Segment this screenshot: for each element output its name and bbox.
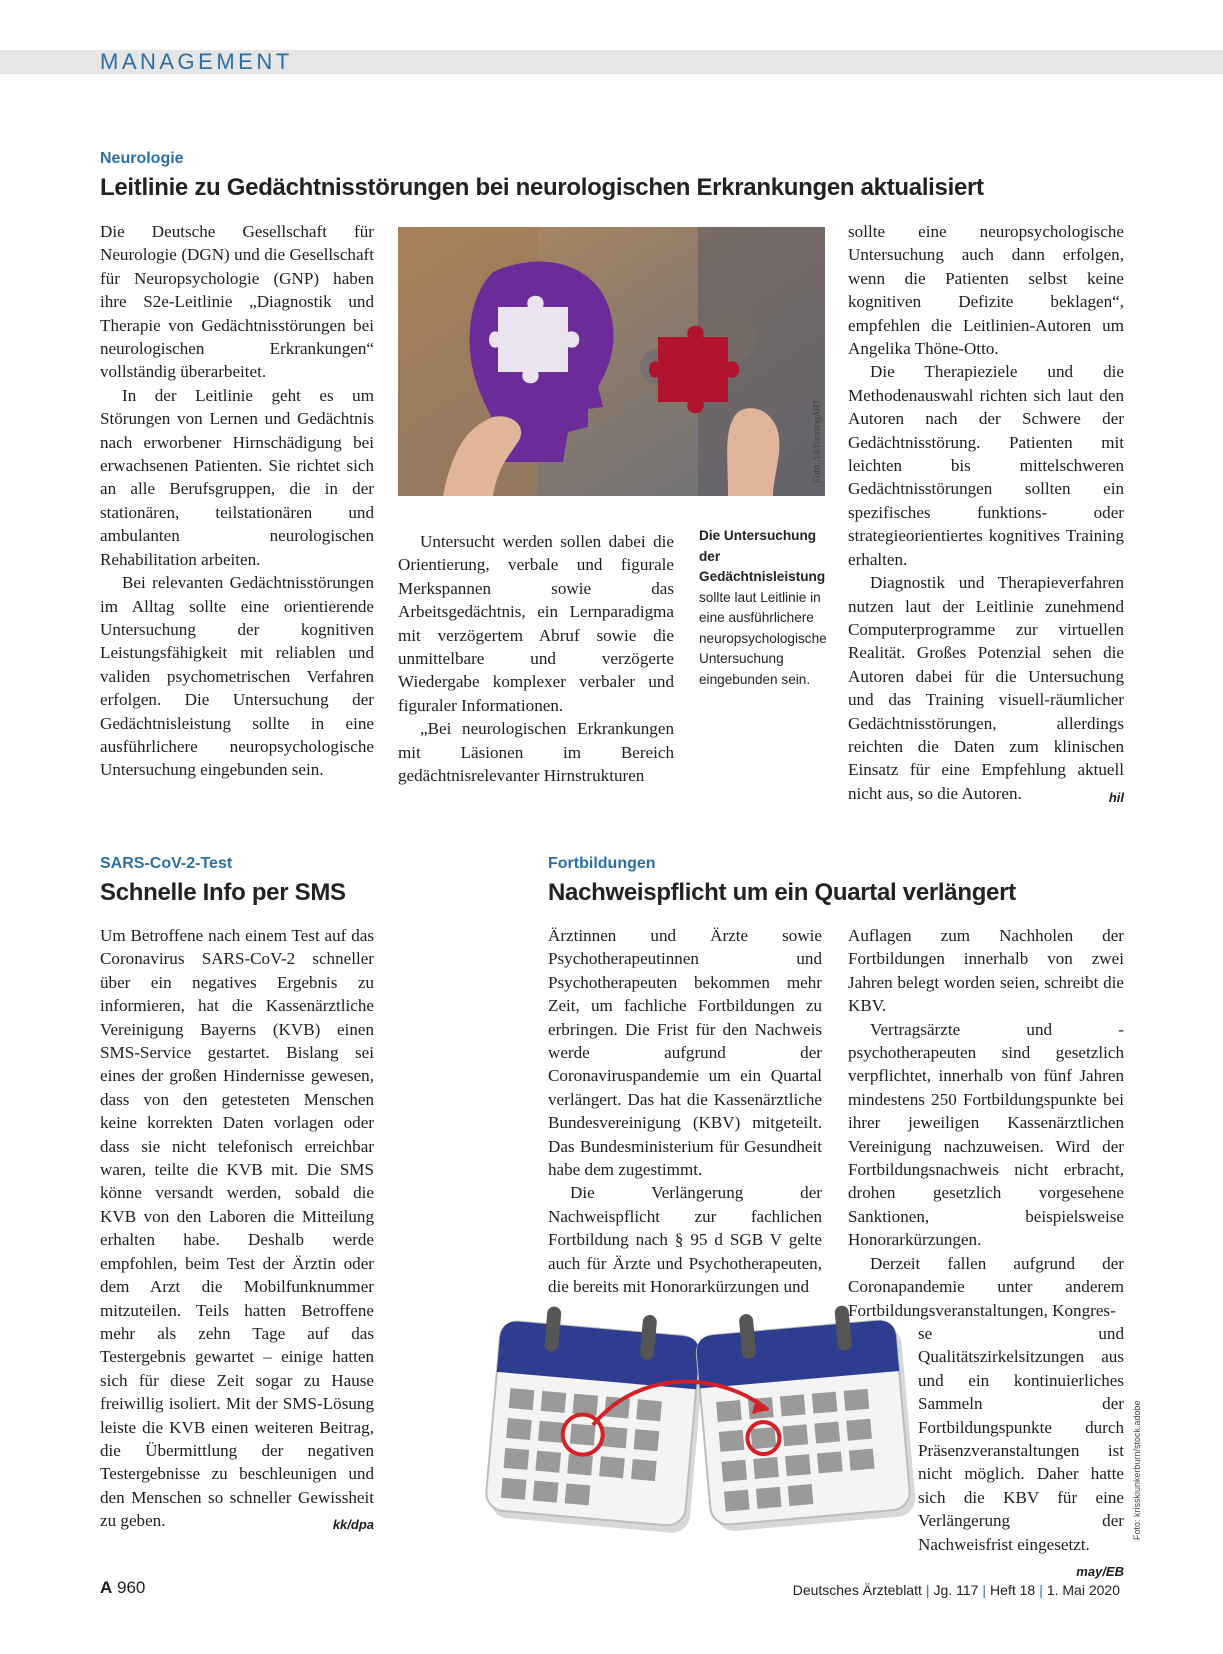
journal-name: Deutsches Ärzteblatt bbox=[792, 1582, 922, 1598]
paragraph: Ärztinnen und Ärzte sowie Psychotherapeutinnen und Psychotherapeuten bekommen mehr Zeit, um fachliche Fortbildungen zu erbringen. Die Frist für den Nachweis werde aufgrund der Coronaviruspandemie um ein Quartal verlängert. Das hat die Kassenärztliche Bundesvereinigung (KBV) mitgeteilt. Das Bundesministerium für Gesundheit habe dem zugestimmt. bbox=[548, 926, 822, 1180]
photo-credit: Foto: 1STunningART bbox=[812, 398, 822, 483]
caption-text: sollte laut Leitlinie in eine ausführlichere neuropsychologische Untersuchung eingebunden sein. bbox=[699, 589, 827, 687]
illustration-credit: Foto: krisskiunkerburn/stock.adobe bbox=[1132, 1400, 1142, 1540]
article1-signature: hil bbox=[1108, 789, 1124, 805]
page-prefix: A bbox=[100, 1578, 113, 1597]
separator: | bbox=[1039, 1582, 1043, 1598]
article3-kicker: Fortbildungen bbox=[548, 855, 656, 872]
separator: | bbox=[982, 1582, 987, 1598]
calendar-left-icon bbox=[484, 1302, 707, 1534]
volume: Jg. 117 bbox=[933, 1582, 979, 1598]
article2-column bbox=[100, 924, 374, 1537]
article1-column-1 bbox=[100, 220, 374, 782]
date: 1. Mai 2020 bbox=[1046, 1582, 1120, 1598]
separator: | bbox=[925, 1582, 930, 1598]
paragraph-text: se und Qualitätszirkelsitzungen aus und ein kontinuierliches Sammeln der Fortbildungspunkte durch Präsenzveranstaltungen ist nicht möglich. Daher hatte sich die KBV für eine Verlängerung der Nachweisfrist eingesetzt. bbox=[918, 1324, 1124, 1554]
article1-column-3 bbox=[848, 220, 1124, 809]
calendar-svg bbox=[468, 1300, 928, 1540]
paragraph: Vertragsärzte und -psychotherapeuten sind gesetzlich verpflichtet, innerhalb von fünf Jahren mindestens 250 Fortbildungspunkte bei ihrer jeweiligen Kassenärztlichen Vereinigung nachzuweisen. Wird der Fortbildungsnachweis nicht erbracht, drohen gesetzlich vorgesehene Sanktionen, beispielsweise Honorarkürzungen. bbox=[848, 1019, 1124, 1250]
article1-column-2 bbox=[398, 530, 674, 787]
calendar-right-icon bbox=[694, 1301, 917, 1533]
article3-title: Nachweispflicht um ein Quartal verlängert bbox=[548, 879, 1016, 906]
footer-info bbox=[793, 1582, 1120, 1598]
page-number bbox=[100, 1578, 145, 1598]
paragraph: Bei relevanten Gedächtnisstörungen im Alltag sollte eine orientierende Untersuchung der kognitiven Leistungsfähigkeit mit reliablen und validen psychometrischen Verfahren erfolgen. Die Untersuchung der Gedächtnisleistung sollte in eine ausführlichere neuropsychologische Untersuchung eingebunden sein. bbox=[100, 573, 374, 780]
paragraph bbox=[848, 571, 1124, 805]
page-number-value: 960 bbox=[117, 1578, 146, 1597]
article3-column-1 bbox=[548, 924, 822, 1299]
paragraph: Untersucht werden sollen dabei die Orientierung, verbale und figurale Merkspannen sowie das Arbeitsgedächtnis, ein Lernparadigma mit verzögertem Abruf sowie die unmittelbare und verzögerte Wiedergabe komplexer verbaler und figuraler Informationen. bbox=[398, 532, 674, 715]
paragraph bbox=[100, 924, 374, 1533]
paragraph: In der Leitlinie geht es um Störungen von Lernen und Gedächtnis nach erworbener Hirnschädigung bei erwachsenen Patienten. Sie richtet sich an alle Berufsgruppen, die in der stationären, teilstationären und ambulanten neurologischen Rehabilitation arbeiten. bbox=[100, 385, 374, 569]
paragraph: Derzeit fallen aufgrund der Coronapandemie unter anderem Fortbildungsveranstaltungen, Kongres- bbox=[848, 1253, 1124, 1320]
article2-kicker: SARS-CoV-2-Test bbox=[100, 855, 233, 872]
photo-caption bbox=[699, 526, 827, 690]
paragraph: Die Therapieziele und die Methodenauswahl richten sich laut den Autoren nach der Schwere der Gedächtnisstörung. Patienten mit leichten bis mittelschweren Gedächtnisstörungen sollten ein spezifisches funktions- oder strategieorientiertes kognitives Training erhalten. bbox=[848, 362, 1124, 569]
puzzle-hands-photo bbox=[398, 227, 825, 496]
article3-signature: may/EB bbox=[1076, 1564, 1124, 1580]
puzzle-photo-svg bbox=[398, 227, 825, 496]
article2-title: Schnelle Info per SMS bbox=[100, 879, 346, 906]
article2-signature: kk/dpa bbox=[332, 1517, 374, 1533]
caption-bold: Die Untersuchung der Gedächtnisleistung bbox=[699, 528, 826, 584]
paragraph-text: Um Betroffene nach einem Test auf das Coronavirus SARS-CoV-2 schneller über ein negatives Ergebnis zu informieren, hat die Kassenärztliche Vereinigung Bayerns (KVB) einen SMS-Service gestartet. Bislang sei eines der großen Hindernisse gewesen, dass von den getesteten Menschen keine korrekten Daten vorlagen oder dass sie nicht telefonisch erreichbar waren, teilte die KVB mit. Die SMS könne versandt werden, sobald die KVB von den Laboren die Mitteilung erhalten habe. Deshalb werde empfohlen, beim Test der Ärztin oder dem Arzt die Mobilfunknummer mitzuteilen. Teils hatten Betroffene mehr als zehn Tage auf das Testergebnis gewartet – einige hatten sich für diese Zeit sogar zu Hause freiwillig isoliert. Mit der SMS-Lösung leiste die KVB einen weiteren Beitrag, die Übermittlung der negativen Testergebnisse zu beschleunigen und den Menschen so schneller Gewissheit zu geben. bbox=[100, 926, 374, 1531]
paragraph: Auflagen zum Nachholen der Fortbildungen innerhalb von zwei Jahren belegt worden seien, schreibt die KBV. bbox=[848, 926, 1124, 1016]
paragraph: sollte eine neuropsychologische Untersuchung auch dann erfolgen, wenn die Patienten selbst keine kognitiven Defizite beklagen“, empfehlen die Leitlinien-Autoren um Angelika Thöne-Otto. bbox=[848, 222, 1124, 359]
article3-column-2-wrap bbox=[918, 1322, 1124, 1583]
article1-title: Leitlinie zu Gedächtnisstörungen bei neurologischen Erkrankungen aktualisiert bbox=[100, 174, 984, 201]
article3-column-2 bbox=[848, 924, 1124, 1322]
paragraph: Die Deutsche Gesellschaft für Neurologie (DGN) und die Gesellschaft für Neuropsychologie (GNP) haben ihre S2e-Leitlinie „Diagnostik und Therapie von Gedächtnisstörungen bei neurologischen Erkrankungen“ vollständig überarbeitet. bbox=[100, 222, 374, 382]
issue: Heft 18 bbox=[990, 1582, 1036, 1598]
calendar-illustration bbox=[468, 1300, 928, 1540]
paragraph: „Bei neurologischen Erkrankungen mit Läsionen im Bereich gedächtnisrelevanter Hirnstrukturen bbox=[398, 719, 674, 786]
section-label: MANAGEMENT bbox=[100, 49, 293, 74]
paragraph: Die Verlängerung der Nachweispflicht zur fachlichen Fortbildung nach § 95 d SGB V gelte auch für Ärzte und Psychotherapeuten, die bereits mit Honorarkürzungen und bbox=[548, 1183, 822, 1297]
article1-kicker: Neurologie bbox=[100, 150, 184, 167]
paragraph-text: Diagnostik und Therapieverfahren nutzen laut der Leitlinie zunehmend Computerprogramme zur virtuellen Realität. Großes Potenzial sehen die Autoren dabei für die Untersuchung und das Training visuell-räumlicher Gedächtnisstörungen, allerdings reichten die Daten zum klinischen Einsatz für eine Empfehlung aktuell nicht aus, so die Autoren. bbox=[848, 573, 1124, 803]
paragraph bbox=[918, 1322, 1124, 1580]
